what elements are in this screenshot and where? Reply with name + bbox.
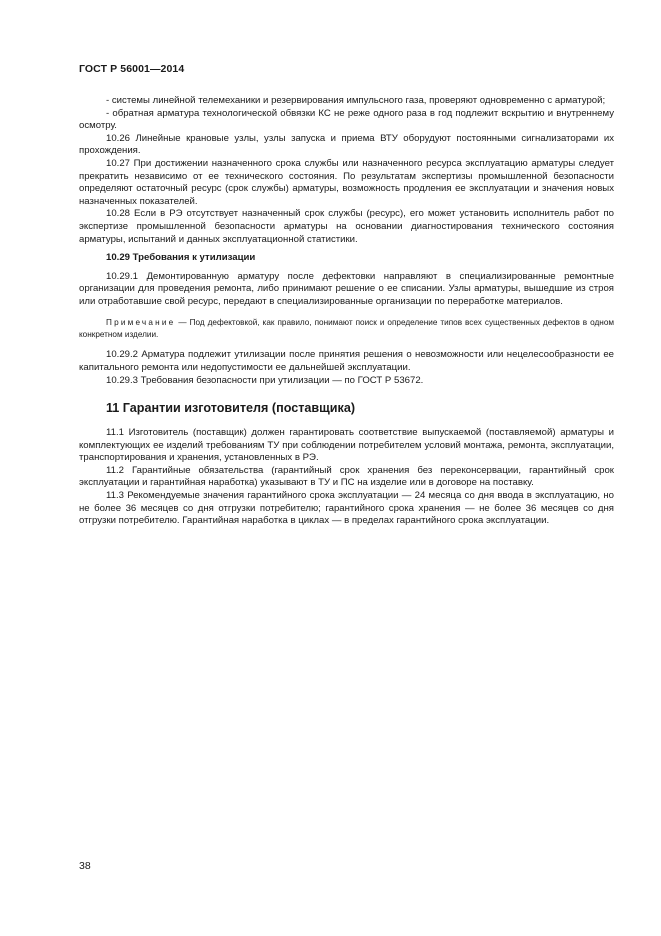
- section-title-11: 11 Гарантии изготовителя (поставщика): [106, 401, 356, 416]
- page-body: [79, 95, 614, 528]
- note-label: Примечание: [106, 317, 176, 327]
- page-number: 38: [79, 860, 91, 872]
- paragraph-11-2: 11.2 Гарантийные обязательства (гарантийный срок хранения без переконсервации, гарантийный срок эксплуатации и гарантийная наработка) указывают в ТУ и ПС на изделие или в договоре на поставку.: [79, 464, 614, 489]
- paragraph-10-29-2: 10.29.2 Арматура подлежит утилизации после принятия решения о невозможности или нецелесообразности ее капитального ремонта или недопустимости ее дальнейшей эксплуатации.: [79, 349, 614, 373]
- paragraph-telemechanics: - системы линейной телемеханики и резервирования импульсного газа, проверяют одновременно с арматурой;: [106, 95, 606, 106]
- paragraph-10-27: 10.27 При достижении назначенного срока службы или назначенного ресурса эксплуатацию арматуры следует прекратить независимо от ее технического состояния. По результатам экспертизы промышленной безопасности определяют остаточный ресурс (срок службы) арматуры, возможность продления ее эксплуатации и значения новых назначенных показателей.: [79, 157, 614, 207]
- paragraph-10-29-1: 10.29.1 Демонтированную арматуру после дефектовки направляют в специализированные ремонтные организации для проведения ремонта, либо принимают решение о ее списании. Узлы арматуры, вышедшие из строя или отработавшие свой ресурс, передают в специализированные организации по переработке материалов.: [79, 270, 614, 307]
- paragraph-10-26: 10.26 Линейные крановые узлы, узлы запуска и приема ВТУ оборудуют постоянными сигнализаторами их прохождения.: [79, 132, 614, 157]
- note-block: [79, 317, 614, 342]
- paragraph-10-28: 10.28 Если в РЭ отсутствует назначенный срок службы (ресурс), его может установить исполнитель работ по экспертизе промышленной безопасности арматуры на основании диагностирования технического состояния арматуры, испытаний и данных эксплуатационной статистики.: [79, 208, 614, 245]
- paragraph-10-29-3: 10.29.3 Требования безопасности при утилизации — по ГОСТ Р 53672.: [106, 374, 424, 386]
- paragraph-check-valve: - обратная арматура технологической обвязки КС не реже одного раза в год подлежит вскрытию и внутреннему осмотру.: [79, 107, 614, 132]
- note-text: — Под дефектовкой, как правило, понимают поиск и определение типов всех существенных дефектов в одном конкретном изделии.: [79, 317, 614, 339]
- paragraph-11-1: 11.1 Изготовитель (поставщик) должен гарантировать соответствие выпускаемой (поставляемой) арматуры и комплектующих ее изделий требованиям ТУ при соблюдении потребителем условий монтажа, ремонта, эксплуатации, транспортирования и хранения, установленных в РЭ.: [79, 427, 614, 464]
- paragraph-11-3: 11.3 Рекомендуемые значения гарантийного срока эксплуатации — 24 месяца со дня ввода в эксплуатацию, но не более 36 месяцев со дня отгрузки потребителю; гарантийного срока хранения — не более 36 месяцев со дня отгрузки потребителю. Гарантийная наработка в циклах — в пределах гарантийного срока эксплуатации.: [79, 490, 614, 527]
- document-code-header: ГОСТ Р 56001—2014: [79, 63, 185, 75]
- subheading-10-29: 10.29 Требования к утилизации: [106, 252, 256, 264]
